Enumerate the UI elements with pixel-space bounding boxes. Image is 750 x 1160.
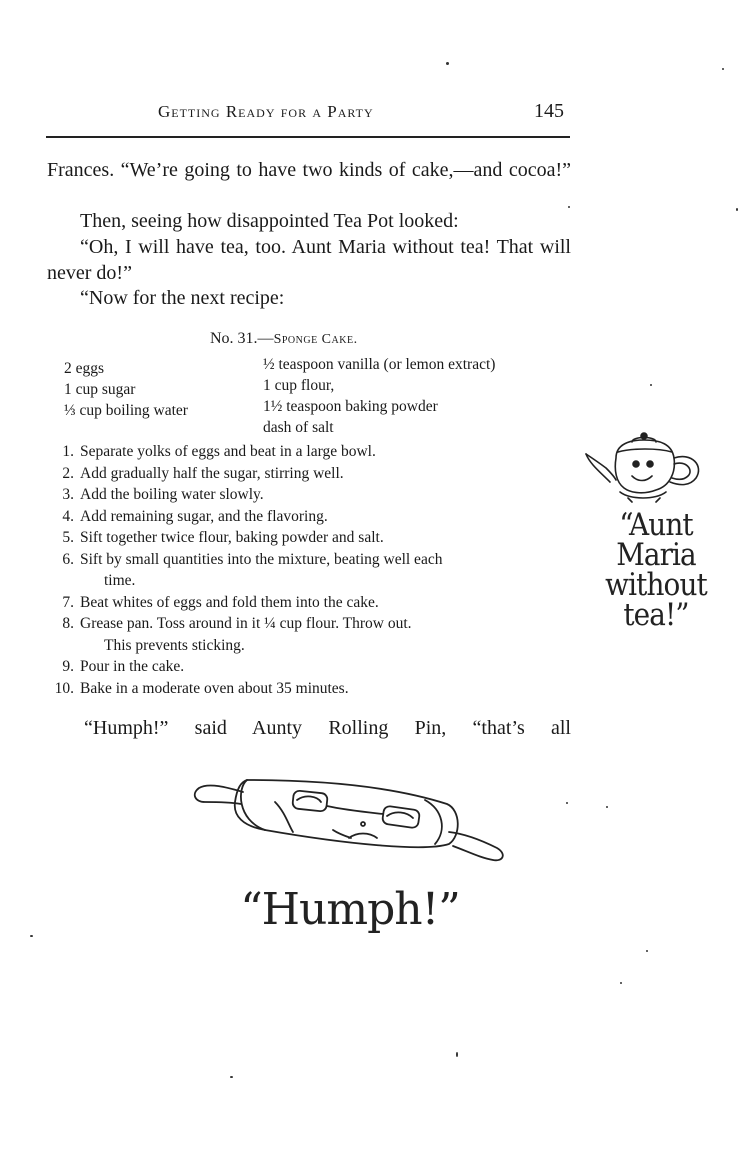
- recipe-title: [210, 330, 358, 348]
- recipe-step: 10. Bake in a moderate oven about 35 minutes.: [54, 679, 349, 697]
- recipe-step: 7. Beat whites of eggs and fold them into the cake.: [62, 593, 379, 611]
- paragraph-next-recipe: “Now for the next recipe:: [80, 287, 285, 309]
- ingredient: dash of salt: [263, 419, 334, 436]
- humph-caption: “Humph!”: [240, 884, 460, 935]
- closing-line: “Humph!” said Aunty Rolling Pin, “that’s all: [84, 717, 571, 739]
- ingredient: 1 cup flour,: [263, 377, 335, 394]
- recipe-step: 2. Add gradually half the sugar, stirring well.: [62, 464, 344, 482]
- ingredient: 2 eggs: [64, 360, 105, 377]
- ingredients-left-column: [64, 358, 188, 421]
- recipe-steps: [46, 441, 570, 699]
- print-speck: [566, 802, 568, 804]
- print-speck: [646, 950, 648, 952]
- aunt-maria-caption: “Aunt Maria without tea!”: [605, 507, 707, 633]
- recipe-step: 9. Pour in the cake.: [62, 658, 185, 675]
- print-speck: [650, 384, 652, 386]
- recipe-step: 3. Add the boiling water slowly.: [62, 486, 264, 503]
- recipe-name: Sponge Cake.: [273, 332, 358, 347]
- recipe-step: 1. Separate yolks of eggs and beat in a large bowl.: [62, 443, 376, 460]
- print-speck: [568, 206, 570, 208]
- print-speck: [736, 208, 738, 211]
- recipe-number: No. 31.—: [210, 330, 274, 347]
- ingredient: 1 cup sugar: [64, 381, 136, 398]
- ingredient: ⅓ cup boiling water: [64, 402, 188, 419]
- paragraph-aunt-maria: “Oh, I will have tea, too. Aunt Maria without tea! That will never do!”: [47, 236, 571, 284]
- print-speck: [30, 935, 33, 937]
- print-speck: [456, 1052, 458, 1057]
- paragraph-frances: Frances. “We’re going to have two kinds of cake,—and cocoa!”: [47, 159, 571, 181]
- paragraph-disappointed: Then, seeing how disappointed Tea Pot looked:: [80, 210, 459, 232]
- recipe-step: 8. Grease pan. Toss around in it ¼ cup flour. Throw out. This prevents sticking.: [62, 615, 412, 654]
- ingredient: 1½ teaspoon baking powder: [263, 398, 438, 415]
- teapot-icon: [580, 432, 708, 504]
- print-speck: [606, 806, 608, 808]
- recipe-step: 4. Add remaining sugar, and the flavoring.: [62, 507, 328, 525]
- print-speck: [620, 982, 622, 984]
- rolling-pin-icon: [185, 772, 521, 864]
- print-speck: [446, 62, 449, 65]
- recipe-step: 5. Sift together twice flour, baking powder and salt.: [62, 529, 384, 546]
- recipe-step: 6. Sift by small quantities into the mixture, beating well each time.: [62, 550, 443, 589]
- ingredients-right-column: [263, 354, 495, 438]
- page-number: 145: [534, 100, 564, 122]
- running-head: Getting Ready for a Party: [158, 102, 374, 121]
- print-speck: [230, 1076, 233, 1078]
- ingredient: ½ teaspoon vanilla (or lemon extract): [263, 356, 496, 373]
- header-rule: [46, 136, 570, 138]
- print-speck: [722, 68, 724, 70]
